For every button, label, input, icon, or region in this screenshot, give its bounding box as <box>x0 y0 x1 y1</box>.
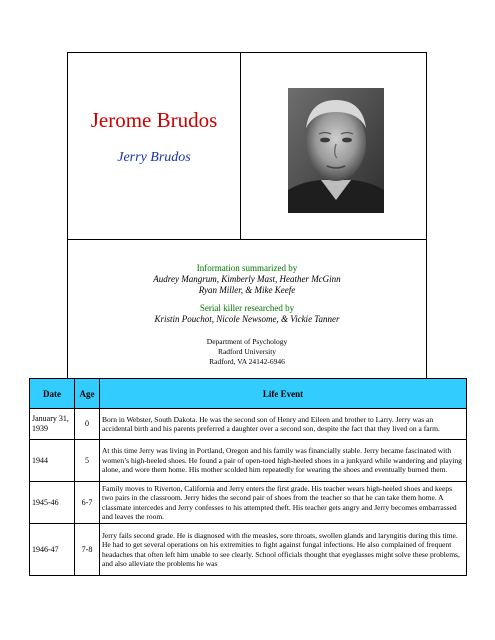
row-event: Family moves to Riverton, California and Jerry enters the first grade. His teacher wears high-heeled shoes and keeps two pairs in the classroom. Jerry hides the second pair of shoes from the teacher so that he can take them home. A classmate intercedes and Jerry confesses to his attempted theft. His teacher gets angry and Jerry becomes embarrassed and leaves the room. <box>100 482 467 524</box>
table-header-row <box>30 379 467 409</box>
table-row <box>30 482 467 524</box>
row-event: Jerry fails second grade. He is diagnosed with the measles, sore throats, swollen glands and laryngitis during this time. He had to get several operations on his extremities to fight against fungal infections. He also complained of frequent headaches that often left him unable to see clearly. School officials thought that eyeglasses might solve these problems, and also alleviate the problems he was <box>100 524 467 576</box>
portrait-image <box>288 88 384 213</box>
row-date: 1945-46 <box>30 482 75 524</box>
portrait-photo <box>288 88 384 213</box>
header-divider <box>240 52 241 240</box>
row-age: 6-7 <box>75 482 100 524</box>
row-age: 7-8 <box>75 524 100 576</box>
page-title: Jerome Brudos <box>90 108 218 132</box>
summary-authors-line-1: Audrey Mangrum, Kimberly Mast, Heather McGinn <box>153 274 341 284</box>
life-event-table <box>29 378 467 576</box>
row-date: 1946-47 <box>30 524 75 576</box>
row-age: 5 <box>75 440 100 482</box>
row-date: 1944 <box>30 440 75 482</box>
summary-label: Information summarized by <box>196 263 298 273</box>
table-row <box>30 524 467 576</box>
column-header-date: Date <box>30 379 75 409</box>
column-header-age: Age <box>75 379 100 409</box>
table-row <box>30 440 467 482</box>
page-subtitle: Jerry Brudos <box>117 150 191 165</box>
row-age: 0 <box>75 409 100 440</box>
row-date: January 31, 1939 <box>30 409 75 440</box>
department: Department of Psychology <box>206 337 288 346</box>
address: Radford, VA 24142-6946 <box>209 357 285 366</box>
summary-authors-line-2: Ryan Miller, & Mike Keefe <box>198 285 296 295</box>
university: Radford University <box>217 347 277 356</box>
research-label: Serial killer researched by <box>199 303 295 313</box>
row-event: Born in Webster, South Dakota. He was the second son of Henry and Eileen and brother to Larry. Jerry was an accidental birth and his parents preferred a daughter over a second son, despite the fact that they lived on a farm. <box>100 409 467 440</box>
table-row <box>30 409 467 440</box>
column-header-life-event: Life Event <box>100 379 467 409</box>
row-event: At this time Jerry was living in Portland, Oregon and his family was financially stable. Jerry became fascinated with women’s high-heeled shoes. He found a pair of open-toed high-heeled shoes in a junkyard while wandering and playing alone, and wore them home. His mother scolded him repeatedly for wearing the shoes and eventually burned them. <box>100 440 467 482</box>
research-authors: Kristin Pouchot, Nicole Newsome, & Vickie Tanner <box>154 314 340 324</box>
